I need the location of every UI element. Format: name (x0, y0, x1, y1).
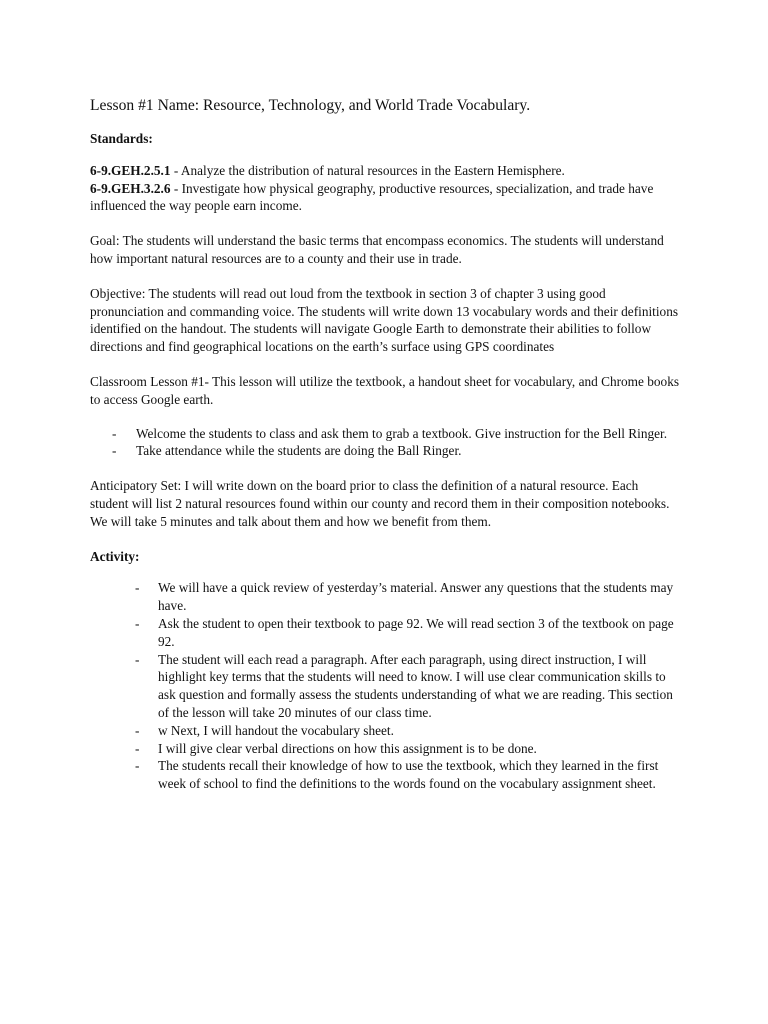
lesson-title: Lesson #1 Name: Resource, Technology, and World Trade Vocabulary. (90, 97, 531, 114)
list-item: - Take attendance while the students are doing the Ball Ringer. (112, 443, 462, 459)
classroom-steps-list (90, 425, 680, 461)
goal-paragraph: Goal: The students will understand the basic terms that encompass economics. The students will understand how important natural resources are to a county and their use in trade. (90, 233, 664, 266)
standard-code: 6-9.GEH.3.2.6 (90, 180, 171, 196)
activity-list (90, 579, 680, 793)
dash-bullet: - (135, 580, 140, 596)
standard-text: - Investigate how physical geography, productive resources, specialization, and trade have influenced the way people earn income. (90, 180, 654, 214)
classroom-lesson-paragraph: Classroom Lesson #1- This lesson will utilize the textbook, a handout sheet for vocabulary, and Chrome books to access Google earth. (90, 373, 680, 407)
standard-text: - Analyze the distribution of natural resources in the Eastern Hemisphere. (170, 162, 565, 178)
document-page (90, 96, 680, 810)
standards-heading: Standards: (90, 131, 153, 146)
dash-bullet: - (135, 615, 140, 631)
standards-list (90, 162, 680, 215)
dash-bullet: - (135, 722, 140, 738)
list-item: - Ask the student to open their textbook to page 92. We will read section 3 of the textbook on page 92. (135, 615, 674, 649)
list-item: - The student will each read a paragraph. After each paragraph, using direct instruction, I will highlight key terms that the students will need to know. I will use clear communication skills to ask question and formally assess the students understanding of what we are reading. This section of the lesson will take 20 minutes of our class time. (135, 651, 673, 720)
list-item: - Welcome the students to class and ask them to grab a textbook. Give instruction for the Bell Ringer. (112, 425, 668, 441)
list-item: - We will have a quick review of yesterday’s material. Answer any questions that the students may have. (135, 580, 674, 614)
dash-bullet: - (135, 651, 140, 667)
anticipatory-set-paragraph: Anticipatory Set: I will write down on the board prior to class the definition of a natural resource. Each student will list 2 natural resources found within our county and record them in their composition notebooks. We will take 5 minutes and talk about them and how we benefit from them. (90, 478, 670, 529)
dash-bullet: - (135, 740, 140, 756)
standard-code: 6-9.GEH.2.5.1 (90, 162, 171, 178)
dash-bullet: - (135, 758, 140, 774)
list-item: - The students recall their knowledge of how to use the textbook, which they learned in the first week of school to find the definitions to the words found on the vocabulary assignment sheet. (135, 758, 659, 792)
list-item: - w Next, I will handout the vocabulary sheet. (135, 722, 394, 738)
list-item: - I will give clear verbal directions on how this assignment is to be done. (135, 740, 537, 756)
activity-heading: Activity: (90, 548, 140, 564)
objective-paragraph: Objective: The students will read out loud from the textbook in section 3 of chapter 3 using good pronunciation and commanding voice. The students will write down 13 vocabulary words and their definitions identified on the handout. The students will navigate Google Earth to demonstrate their abilities to follow directions and find geographical locations on the earth’s surface using GPS coordinates (90, 285, 679, 355)
dash-bullet: - (112, 425, 117, 441)
dash-bullet: - (112, 443, 117, 459)
